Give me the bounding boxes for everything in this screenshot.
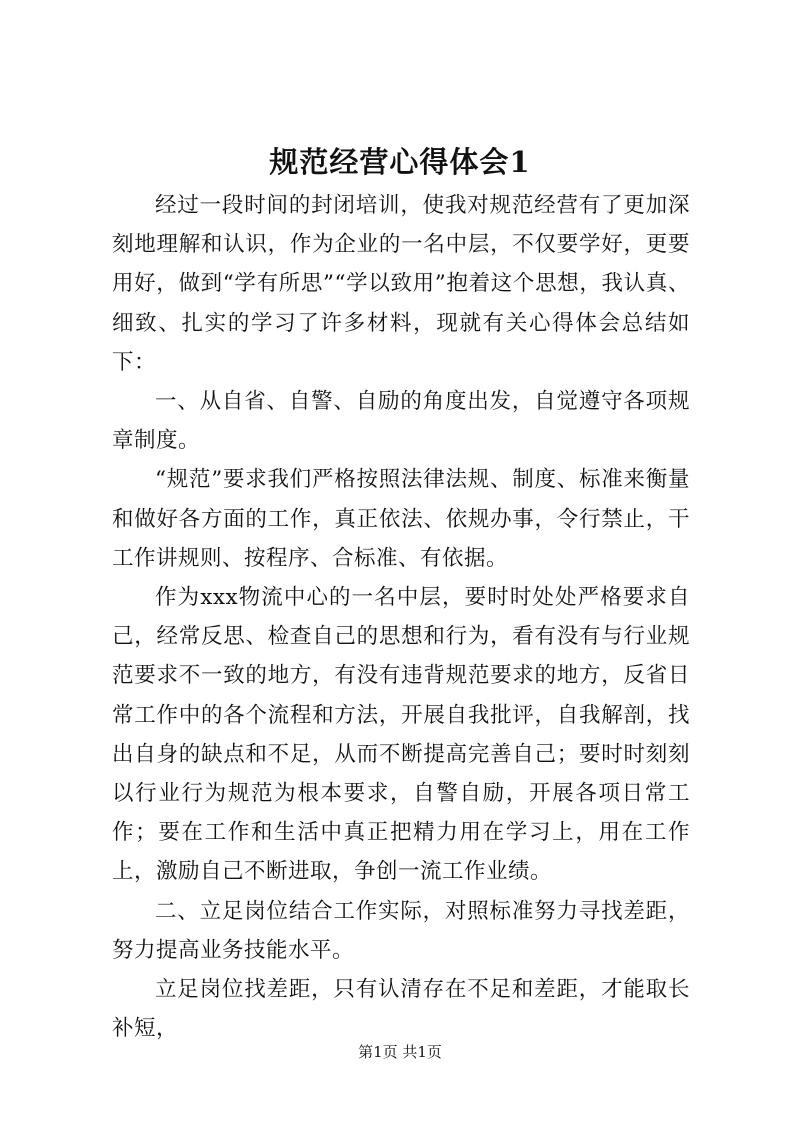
paragraph-intro: 经过一段时间的封闭培训，使我对规范经营有了更加深刻地理解和认识，作为企业的一名中层，不仅要学好，更要用好，做到“学有所思”“学以致用”抱着这个思想，我认真、细致、扎实的学习了许多材料，现就有关心得体会总结如下： [112, 193, 690, 375]
paragraph-section-one-heading: 一、从自省、自警、自励的角度出发，自觉遵守各项规章制度。 [112, 389, 690, 454]
paragraph-find-gaps: 立足岗位找差距，只有认清存在不足和差距，才能取长补短， [112, 977, 690, 1042]
paragraph-self-discipline: 作为xxx物流中心的一名中层，要时时处处严格要求自己，经常反思、检查自己的思想和行为，看有没有与行业规范要求不一致的地方，有没有违背规范要求的地方，反省日常工作中的各个流程和方法，开展自我批评，自我解剖，找出自身的缺点和不足，从而不断提高完善自己；要时时刻刻以行业行为规范为根本要求，自警自励，开展各项日常工作；要在工作和生活中真正把精力用在学习上，用在工作上，激励自己不断进取，争创一流工作业绩。 [112, 585, 690, 885]
document-body [112, 186, 690, 1048]
document-title: 规范经营心得体会1 [269, 145, 531, 179]
page-number-footer: 第1页 共1页 [358, 1043, 442, 1061]
paragraph-section-two-heading: 二、立足岗位结合工作实际，对照标准努力寻找差距，努力提高业务技能水平。 [112, 898, 690, 963]
paragraph-norms: “规范”要求我们严格按照法律法规、制度、标准来衡量和做好各方面的工作，真正依法、依规办事，令行禁止，干工作讲规则、按程序、合标准、有依据。 [112, 467, 690, 571]
